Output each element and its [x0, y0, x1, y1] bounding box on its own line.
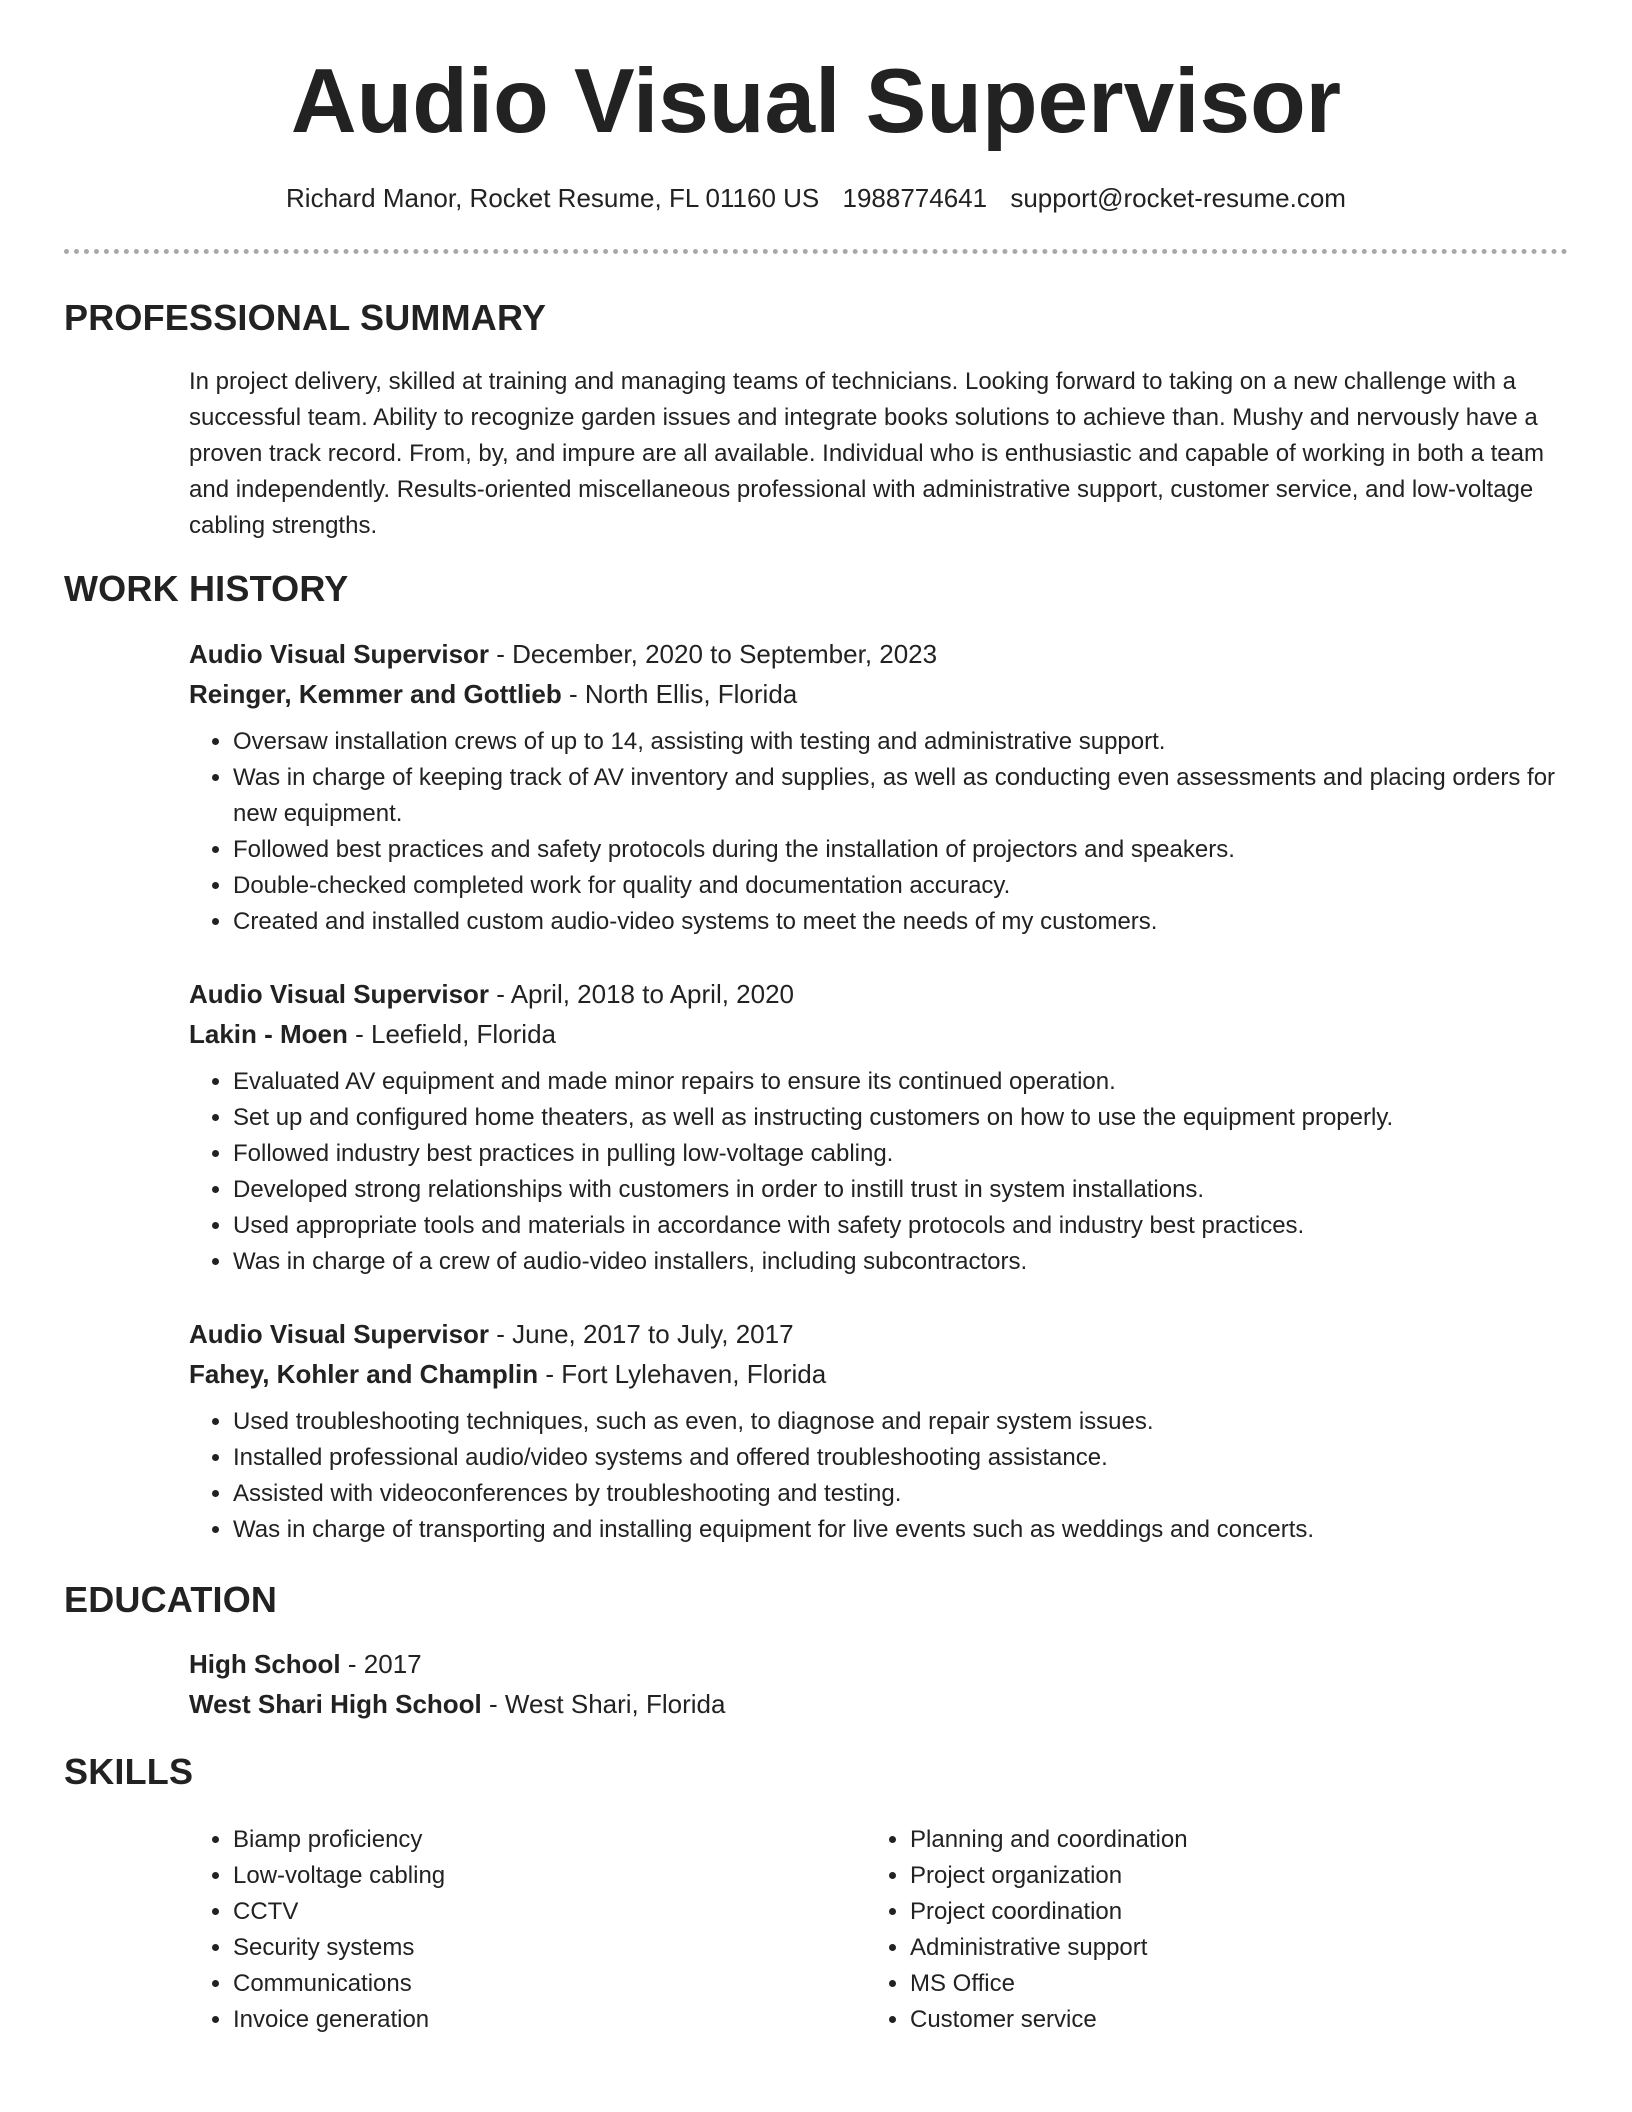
skill-item: • Project coordination — [910, 1894, 1566, 1930]
skill-item: • Security systems — [233, 1930, 849, 1966]
skill-item: • CCTV — [233, 1894, 849, 1930]
skill-item: • MS Office — [910, 1966, 1566, 2002]
job-bullets — [189, 724, 1569, 940]
job-bullet: • Double-checked completed work for quality and documentation accuracy. — [233, 868, 1569, 904]
skills-list — [189, 1822, 849, 2038]
education-location: - West Shari, Florida — [481, 1689, 726, 1719]
job-company-line — [189, 674, 1569, 714]
job-bullet: • Set up and configured home theaters, as well as instructing customers on how to use the equipment properly. — [233, 1100, 1569, 1136]
work-history-heading: WORK HISTORY — [64, 568, 349, 609]
job-bullet: • Assisted with videoconferences by troubleshooting and testing. — [233, 1476, 1569, 1512]
skills-heading: SKILLS — [64, 1751, 194, 1792]
job-bullet: • Was in charge of keeping track of AV inventory and supplies, as well as conducting even assessments and placing orders for new equipment. — [233, 760, 1569, 832]
skill-item: • Administrative support — [910, 1930, 1566, 1966]
education-degree: High School — [189, 1649, 341, 1679]
education-year: - 2017 — [340, 1649, 422, 1679]
skill-item: • Communications — [233, 1966, 849, 2002]
resume-title: Audio Visual Supervisor — [290, 51, 1342, 152]
job-bullet: • Installed professional audio/video systems and offered troubleshooting assistance. — [233, 1440, 1569, 1476]
header-divider — [64, 249, 1568, 254]
job-location: - Leefield, Florida — [347, 1019, 557, 1049]
education-school-line — [189, 1684, 1569, 1724]
job-bullet: • Evaluated AV equipment and made minor repairs to ensure its continued operation. — [233, 1064, 1569, 1100]
job-bullet: • Developed strong relationships with customers in order to instill trust in system installations. — [233, 1172, 1569, 1208]
education-entry — [189, 1644, 1569, 1724]
job-entry — [189, 974, 1569, 1280]
job-bullet: • Created and installed custom audio-video systems to meet the needs of my customers. — [233, 904, 1569, 940]
skill-item: • Low-voltage cabling — [233, 1858, 849, 1894]
job-title-line — [189, 634, 1569, 674]
job-company: Lakin - Moen — [189, 1019, 348, 1049]
job-entry — [189, 634, 1569, 940]
education-heading: EDUCATION — [64, 1579, 278, 1620]
job-title: Audio Visual Supervisor — [189, 1319, 490, 1349]
skills-list — [866, 1822, 1566, 2038]
job-title-line — [189, 974, 1569, 1014]
job-bullets — [189, 1404, 1569, 1548]
job-bullet: • Followed industry best practices in pulling low-voltage cabling. — [233, 1136, 1569, 1172]
job-bullet: • Was in charge of a crew of audio-video installers, including subcontractors. — [233, 1244, 1569, 1280]
job-title: Audio Visual Supervisor — [189, 639, 490, 669]
job-bullet: • Used troubleshooting techniques, such as even, to diagnose and repair system issues. — [233, 1404, 1569, 1440]
summary-text: In project delivery, skilled at training and managing teams of technicians. Looking forward to taking on a new challenge with a successful team. Ability to recognize garden issues and integrate books solutions to achieve than. Mushy and nervously have a proven track record. From, by, and impure are all available. Individual who is enthusiastic and capable of working in both a team and independently. Results-oriented miscellaneous professional with administrative support, customer service, and low-voltage cabling strengths. — [189, 368, 1544, 539]
skill-item: • Project organization — [910, 1858, 1566, 1894]
education-degree-line — [189, 1644, 1569, 1684]
job-company: Fahey, Kohler and Champlin — [189, 1359, 539, 1389]
job-entry — [189, 1314, 1569, 1548]
job-bullet: • Oversaw installation crews of up to 14, assisting with testing and administrative support. — [233, 724, 1569, 760]
job-company: Reinger, Kemmer and Gottlieb — [189, 679, 562, 709]
job-company-line — [189, 1354, 1569, 1394]
skill-item: • Planning and coordination — [910, 1822, 1566, 1858]
contact-address: Richard Manor, Rocket Resume, FL 01160 US — [286, 183, 820, 213]
contact-line — [0, 182, 1632, 214]
skill-item: • Biamp proficiency — [233, 1822, 849, 1858]
skill-item: • Invoice generation — [233, 2002, 849, 2038]
skills-column-right — [866, 1822, 1566, 2038]
job-location: - Fort Lylehaven, Florida — [538, 1359, 827, 1389]
job-dates: - December, 2020 to September, 2023 — [489, 639, 938, 669]
summary-heading: PROFESSIONAL SUMMARY — [64, 297, 547, 338]
job-company-line — [189, 1014, 1569, 1054]
job-bullets — [189, 1064, 1569, 1280]
job-location: - North Ellis, Florida — [561, 679, 798, 709]
job-dates: - April, 2018 to April, 2020 — [489, 979, 795, 1009]
skills-column-left — [189, 1822, 849, 2038]
job-bullet: • Used appropriate tools and materials in accordance with safety protocols and industry best practices. — [233, 1208, 1569, 1244]
skill-item: • Customer service — [910, 2002, 1566, 2038]
job-bullet: • Followed best practices and safety protocols during the installation of projectors and speakers. — [233, 832, 1569, 868]
job-title: Audio Visual Supervisor — [189, 979, 490, 1009]
job-title-line — [189, 1314, 1569, 1354]
contact-phone: 1988774641 — [842, 183, 988, 213]
job-dates: - June, 2017 to July, 2017 — [489, 1319, 794, 1349]
contact-email: support@rocket-resume.com — [1010, 183, 1346, 213]
education-school: West Shari High School — [189, 1689, 482, 1719]
job-bullet: • Was in charge of transporting and installing equipment for live events such as weddings and concerts. — [233, 1512, 1569, 1548]
